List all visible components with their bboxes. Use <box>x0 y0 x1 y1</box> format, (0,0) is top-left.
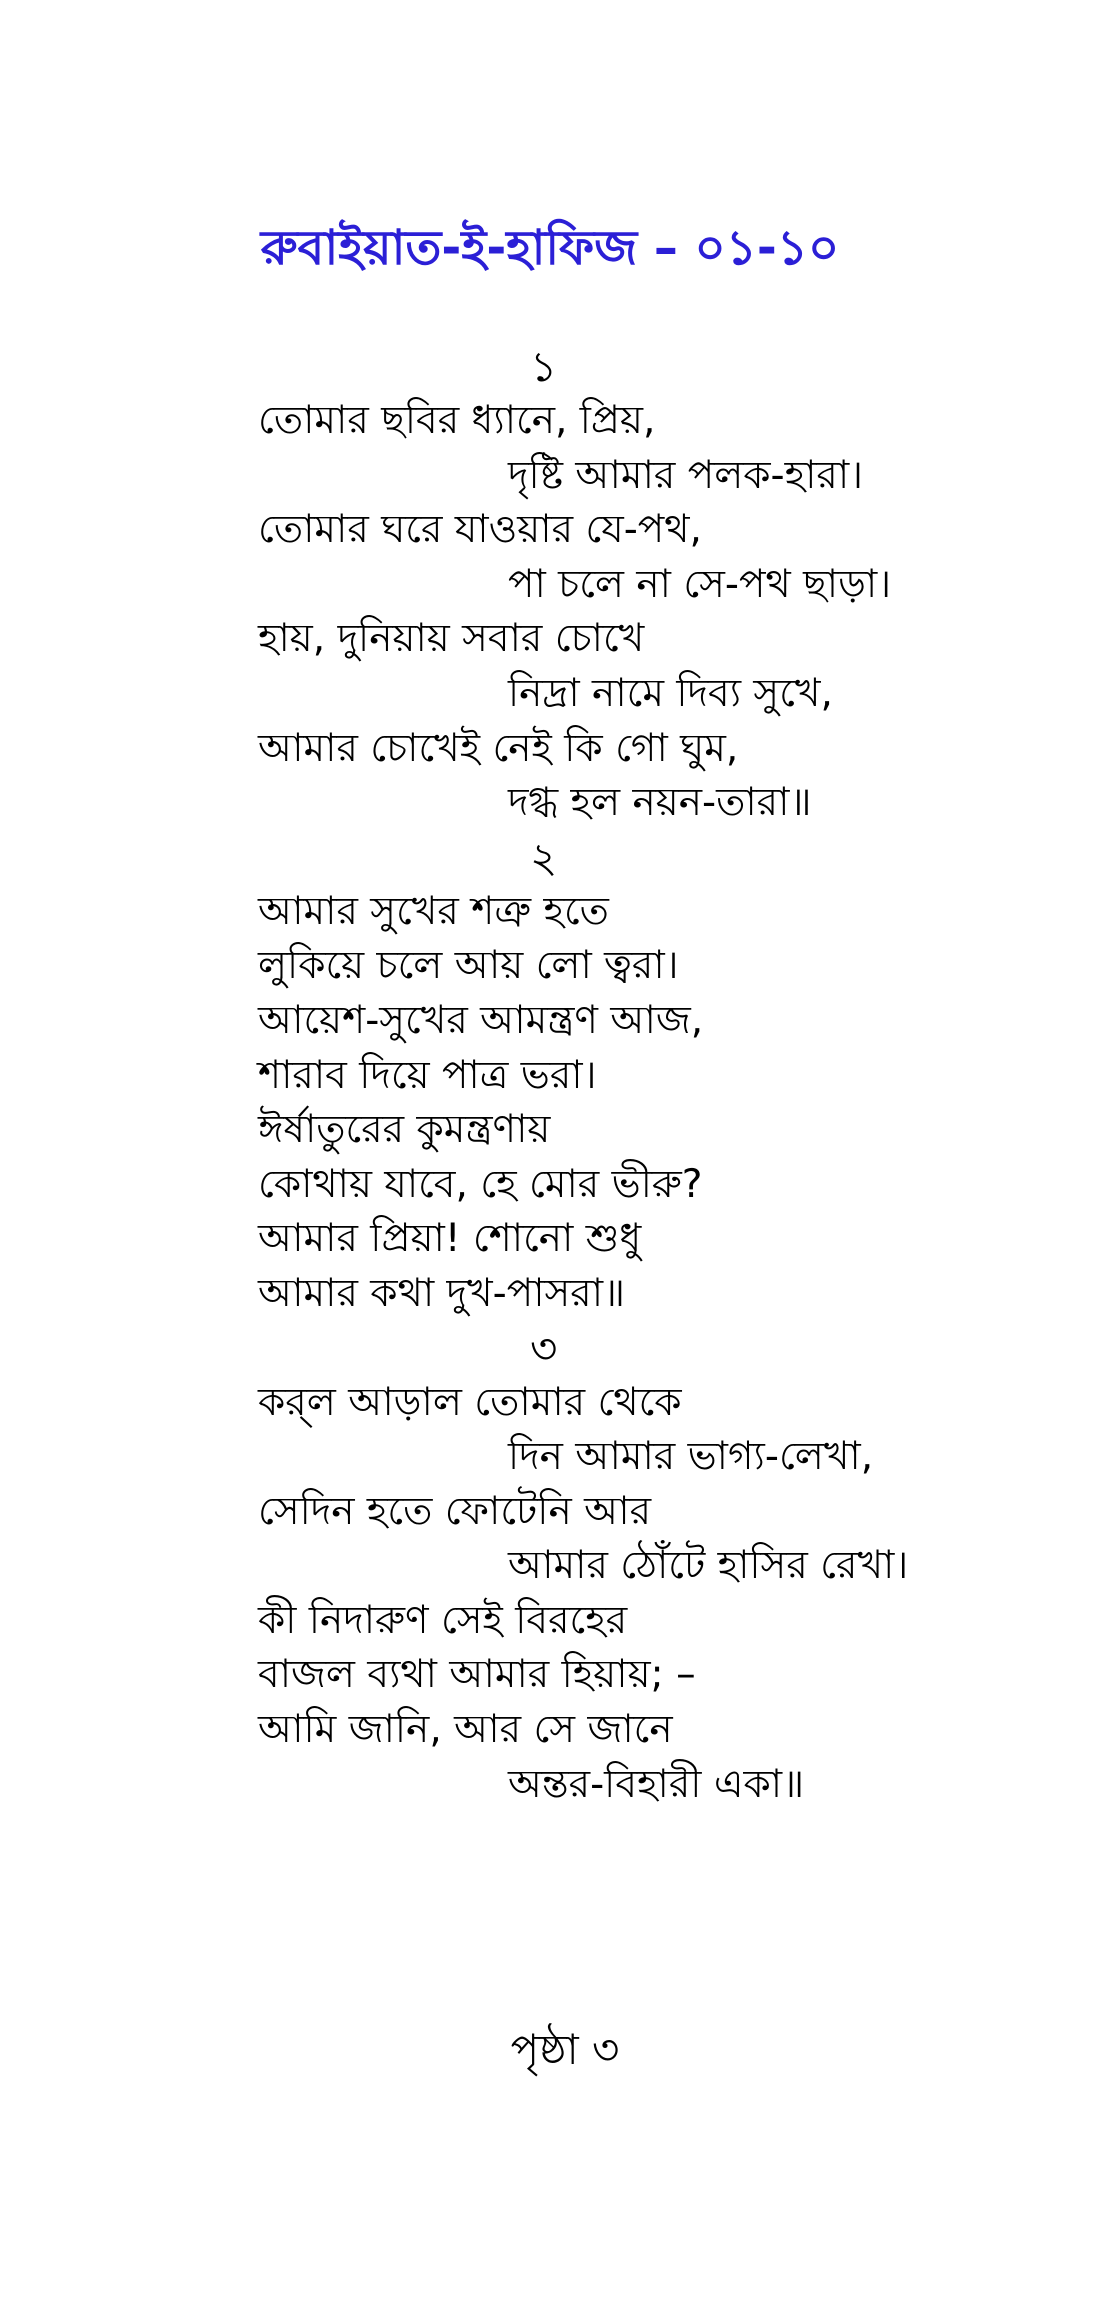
poem-line: অন্তর-বিহারী একা॥ <box>508 1761 805 1807</box>
poem-line: দৃষ্টি আমার পলক-হারা। <box>508 452 864 498</box>
poem-line: পা চলে না সে-পথ ছাড়া। <box>508 561 892 607</box>
poem-line: আমার প্রিয়া! শোনো শুধু <box>258 1216 642 1262</box>
poem-line: ঈর্ষাতুরের কুমন্ত্রণায় <box>258 1107 551 1153</box>
stanza-number: ২ <box>530 832 558 882</box>
poem-title: রুবাইয়াত-ই-হাফিজ – ০১-১০ <box>260 220 840 276</box>
page-footer <box>0 2020 1100 2080</box>
stanza-2 <box>258 831 1058 1322</box>
page-number: পৃষ্ঠা ৩ <box>510 2025 620 2074</box>
poem-line: তোমার ছবির ধ্যানে, প্রিয়, <box>258 398 656 443</box>
poem-line: কর্‌ল আড়াল তোমার থেকে <box>258 1379 682 1425</box>
poem-line: আমার সুখের শত্রু হতে <box>258 888 609 934</box>
poem-line: শারাব দিয়ে পাত্র ভরা। <box>258 1052 597 1098</box>
poem-line: তোমার ঘরে যাওয়ার যে-পথ, <box>258 507 702 553</box>
stanza-number: ৩ <box>530 1323 558 1373</box>
poem-line: দিন আমার ভাগ্য-লেখা, <box>508 1434 874 1480</box>
stanza-1 <box>258 340 1058 831</box>
poem-line: হায়, দুনিয়ায় সবার চোখে <box>258 616 645 662</box>
poem-line: সেদিন হতে ফোটেনি আর <box>258 1488 652 1534</box>
poem-line: কী নিদারুণ সেই বিরহের <box>258 1597 628 1643</box>
poem-line: লুকিয়ে চলে আয় লো ত্বরা। <box>258 943 679 989</box>
poem-line: আমার ঠোঁটে হাসির রেখা। <box>508 1543 909 1589</box>
poem-line: আমার চোখেই নেই কি গো ঘুম, <box>258 725 739 771</box>
stanza-number: ১ <box>530 342 558 391</box>
poem-body <box>258 340 1058 1812</box>
poem-line: আমার কথা দুখ-পাসরা॥ <box>258 1270 626 1316</box>
poem-line: আমি জানি, আর সে জানে <box>258 1707 673 1753</box>
poem-line: বাজল ব্যথা আমার হিয়ায়; – <box>258 1652 696 1698</box>
poem-line: নিদ্রা নামে দিব্য সুখে, <box>508 670 833 716</box>
poem-line: দগ্ধ হল নয়ন-তারা॥ <box>508 780 812 826</box>
poem-line: কোথায় যাবে, হে মোর ভীরু? <box>258 1161 703 1207</box>
stanza-3 <box>258 1322 1058 1813</box>
poem-line: আয়েশ-সুখের আমন্ত্রণ আজ, <box>258 997 704 1043</box>
